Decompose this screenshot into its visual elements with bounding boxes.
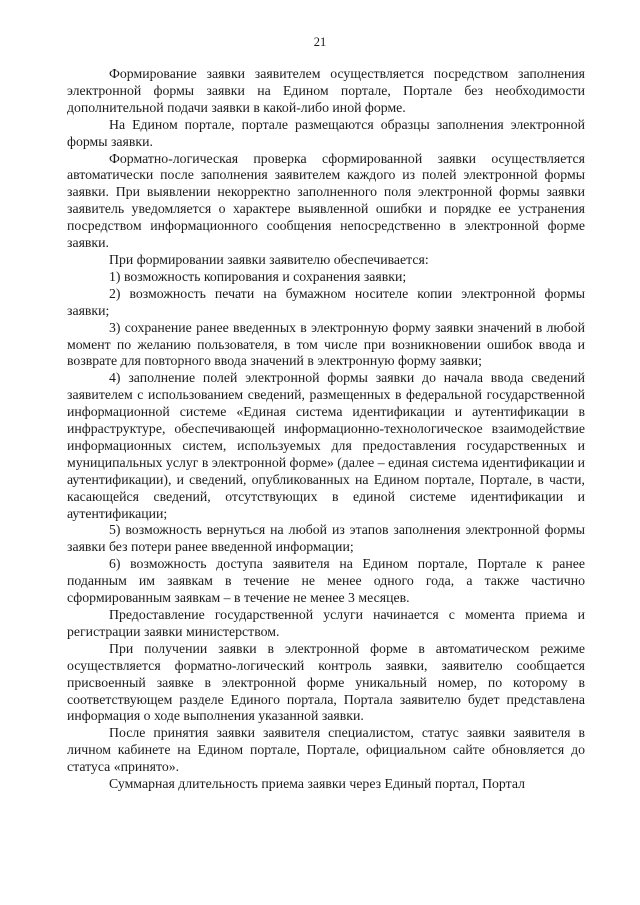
paragraph-7: После принятия заявки заявителя специалистом, статус заявки заявителя в личном кабинете на Едином портале, Портале, официальном сайте обновляется до статуса «принято». [67, 725, 585, 775]
paragraph-5: Предоставление государственной услуги начинается с момента приема и регистрации заявки министерством. [67, 607, 585, 639]
list-item-6: 6) возможность доступа заявителя на Едином портале, Портале к ранее поданным им заявкам в течение не менее одного года, а также частично сформированным заявкам – в течение не менее 3 месяцев. [67, 556, 585, 606]
list-item-5: 5) возможность вернуться на любой из этапов заполнения электронной формы заявки без потери ранее введенной информации; [67, 522, 585, 555]
list-item-3: 3) сохранение ранее введенных в электронную форму заявки значений в любой момент по желанию пользователя, в том числе при возникновении ошибок ввода и возврате для повторного ввода значений в электронную форму заявки; [67, 319, 585, 369]
list-item-1: 1) возможность копирования и сохранения заявки; [109, 268, 407, 284]
paragraph-3: Форматно-логическая проверка сформированной заявки осуществляется автоматически после заполнения заявителем каждого из полей электронной формы заявки. При выявлении некорректно заполненного поля электронной формы заявки заявитель уведомляется о характере выявленной ошибки и порядке ее устранения посредством информационного сообщения непосредственно в электронной форме заявки. [67, 150, 585, 251]
paragraph-2: На Едином портале, портале размещаются образцы заполнения электронной формы заявки. [67, 116, 585, 149]
paragraph-8: Суммарная длительность приема заявки через Единый портал, Портал [109, 776, 525, 792]
page-number: 21 [313, 35, 327, 49]
paragraph-1: Формирование заявки заявителем осуществляется посредством заполнения электронной формы заявки на Едином портале, Портале без необходимости дополнительной подачи заявки в какой-либо иной форме. [67, 66, 585, 115]
document-body [67, 66, 585, 793]
list-item-4: 4) заполнение полей электронной формы заявки до начала ввода сведений заявителем с использованием сведений, размещенных в федеральной государственной информационной системе «Единая система идентификации и аутентификации в инфраструктуре, обеспечивающей информационно-технологическое взаимодействие информационных систем, используемых для предоставления государственных и муниципальных услуг в электронной форме» (далее – единая система идентификации и аутентификации), и сведений, опубликованных на Едином портале, Портале, в части, касающейся сведений, отсутствующих в единой системе идентификации и аутентификации; [67, 370, 585, 521]
paragraph-6: При получении заявки в электронной форме в автоматическом режиме осуществляется форматно-логический контроль заявки, заявителю сообщается присвоенный заявке в электронной форме уникальный номер, по которому в соответствующем разделе Единого портала, Портала заявителю будет представлена информация о ходе выполнения указанной заявки. [67, 640, 585, 724]
paragraph-4: При формировании заявки заявителю обеспечивается: [109, 251, 429, 267]
list-item-2: 2) возможность печати на бумажном носителе копии электронной формы заявки; [67, 285, 585, 318]
